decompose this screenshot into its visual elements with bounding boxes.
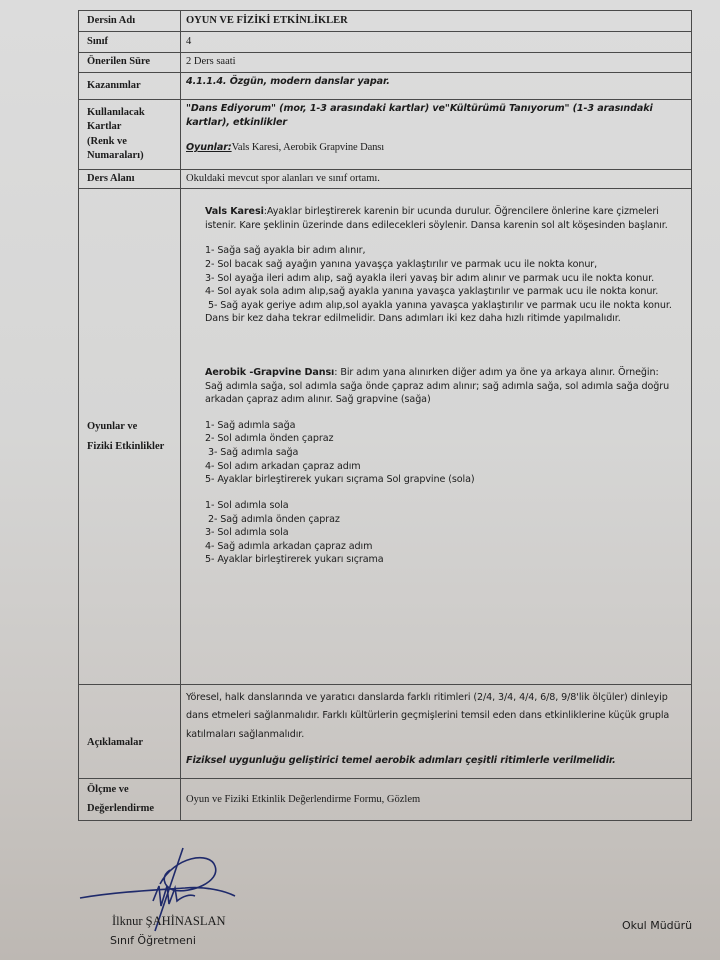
vals-step: 2- Sol bacak sağ ayağın yanına yavaşça yaklaştırılır ve parmak ucu ile nokta konur, <box>205 259 598 270</box>
grapevine-left-step: 2- Sağ adımla önden çapraz <box>205 513 340 525</box>
vals-outro: Dans bir kez daha tekrar edilmelidir. Dans adımları iki kez daha hızlı ritimde yapılmalıdır. <box>205 313 621 325</box>
activities-label-line: Oyunlar ve <box>87 420 138 432</box>
grapevine-right-step: 5- Ayaklar birleştirerek yukarı sıçrama Sol grapvine (sola) <box>205 474 475 486</box>
assessment-label <box>79 779 181 821</box>
lesson-plan-table <box>78 10 692 821</box>
notes-value <box>181 685 692 779</box>
cards-label-line: (Renk ve <box>87 135 127 147</box>
teacher-role: Sınıf Öğretmeni <box>110 934 196 947</box>
games-line <box>186 141 686 156</box>
assessment-value: Oyun ve Fiziki Etkinlik Değerlendirme Formu, Gözlem <box>181 779 692 821</box>
games-value: Vals Karesi, Aerobik Grapvine Dansı <box>231 142 385 154</box>
notes-emphasis: Fiziksel uygunluğu geliştirici temel aerobik adımları çeşitli ritimlerle verilmelidir. <box>186 754 616 766</box>
grapevine-left-step: 3- Sol adımla sola <box>205 527 289 539</box>
course-name-value: OYUN VE FİZİKİ ETKİNLİKLER <box>181 11 692 32</box>
notes-text: Yöresel, halk danslarında ve yaratıcı danslarda farklı ritimleri (2/4, 3/4, 4/4, 6/8, 9/8'lik ölçüler) dinleyip dans etmeleri sağlanmalıdır. Farklı kültürlerin geçmişlerini temsil eden dans etkinliklerine küçük grupla katılmaları sağlanmalıdır. <box>186 692 670 740</box>
outcomes-label: Kazanımlar <box>79 73 181 100</box>
activities-label <box>79 189 181 685</box>
grapevine-title: Aerobik -Grapvine Dansı <box>205 367 335 379</box>
vals-intro-text: :Ayaklar birleştirerek karenin bir ucunda durulur. Öğrencilere önlerine kare çizmeleri istenir. Kare şeklinin üzerinde dans edilecekleri söylenir. Dansa karenin sol alt köşesinden başlanır. <box>205 206 668 231</box>
cards-text: "Dans Ediyorum" (mor, 1-3 arasındaki kartlar) ve"Kültürümü Tanıyorum" (1-3 arasındaki kartlar), etkinlikler <box>186 103 653 128</box>
grade-value: 4 <box>181 32 692 53</box>
row-assessment <box>79 779 692 821</box>
row-duration <box>79 53 692 73</box>
row-course-name <box>79 11 692 32</box>
assessment-label-line: Ölçme ve <box>87 784 129 795</box>
games-label: Oyunlar: <box>186 142 232 154</box>
grapevine-right-step: 2- Sol adımla önden çapraz <box>205 433 334 445</box>
cards-label <box>79 100 181 170</box>
row-grade <box>79 32 692 53</box>
notes-label: Açıklamalar <box>79 685 181 779</box>
outcomes-value: 4.1.1.4. Özgün, modern danslar yapar. <box>181 73 692 100</box>
row-notes <box>79 685 692 779</box>
grapevine-left-step: 1- Sol adımla sola <box>205 499 289 511</box>
grapevine-intro <box>205 366 677 407</box>
grapevine-right-step: 4- Sol adım arkadan çapraz adım <box>205 460 361 472</box>
grade-label: Sınıf <box>79 32 181 53</box>
activities-label-line: Fiziki Etkinlikler <box>87 440 165 452</box>
grapevine-left-step: 4- Sağ adımla arkadan çapraz adım <box>205 540 373 552</box>
course-name-label: Dersin Adı <box>79 11 181 32</box>
duration-label: Önerilen Süre <box>79 53 181 73</box>
vals-intro <box>205 205 677 232</box>
cards-value <box>181 100 692 170</box>
grapevine-left-step: 5- Ayaklar birleştirerek yukarı sıçrama <box>205 554 384 566</box>
row-activities <box>79 189 692 685</box>
vals-title: Vals Karesi <box>205 206 264 218</box>
teacher-name: İlknur ŞAHİNASLAN <box>112 914 226 928</box>
cards-label-line: Kullanılacak <box>87 107 145 119</box>
row-cards <box>79 100 692 170</box>
grapevine-right-step: 1- Sağ adımla sağa <box>205 419 296 431</box>
vals-step: 1- Sağa sağ ayakla bir adım alınır, <box>205 245 366 257</box>
vals-step: 5- Sağ ayak geriye adım alıp,sol ayakla yanına yavaşca yaklaştırılır ve parmak ucu ile nokta konur. <box>205 299 672 311</box>
activities-content <box>181 189 692 685</box>
lesson-plan-sheet <box>78 10 692 821</box>
grapevine-right-step: 3- Sağ adımla sağa <box>205 447 299 459</box>
row-outcomes <box>79 73 692 100</box>
cards-label-line: Kartlar <box>87 121 122 133</box>
assessment-label-line: Değerlendirme <box>87 803 155 815</box>
vals-step: 3- Sol ayağa ileri adım alıp, sağ ayakla ileri yavaş bir adım alınır ve parmak ucu ile nokta konur. <box>205 272 655 284</box>
principal-role: Okul Müdürü <box>622 919 693 932</box>
duration-value: 2 Ders saati <box>181 53 692 73</box>
row-area <box>79 170 692 189</box>
area-value: Okuldaki mevcut spor alanları ve sınıf ortamı. <box>181 170 692 189</box>
vals-step: 4- Sol ayak sola adım alıp,sağ ayakla yanına yavaşca yaklaştırılır ve parmak ucu ile nokta konur. <box>205 286 659 298</box>
grapevine-intro-text: : Bir adım yana alınırken diğer adım ya öne ya arkaya alınır. Örneğin: Sağ adımla sağa, sol adımla sağa önde çapraz adım alınır; sağ adımla sağa, sol adımla sağa doğru arkadan çapraz adım alınır. Sağ grapvine (sağa) <box>205 367 670 406</box>
area-label: Ders Alanı <box>79 170 181 189</box>
cards-label-line: Numaraları) <box>87 149 144 161</box>
